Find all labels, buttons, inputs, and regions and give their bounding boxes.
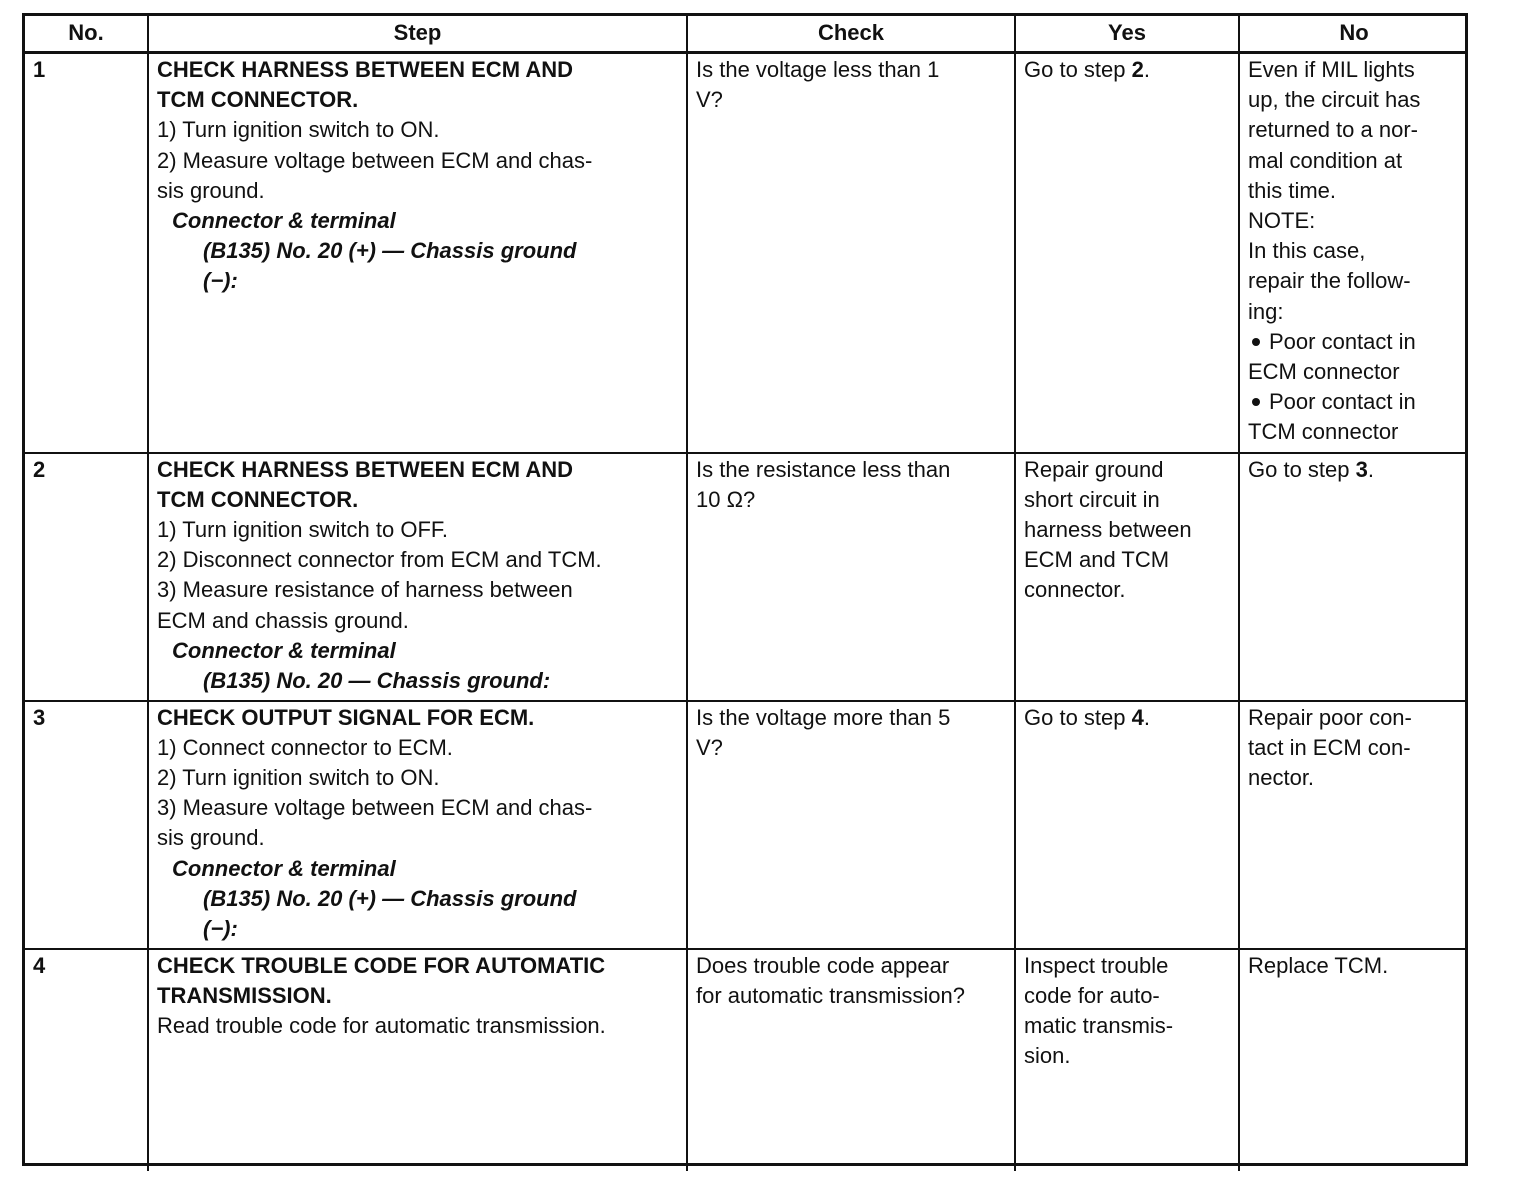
header-no: No. — [25, 16, 148, 53]
header-yes: Yes — [1015, 16, 1239, 53]
diagnostic-table-frame — [22, 13, 1468, 1166]
no-text: nector. — [1248, 764, 1315, 790]
no-text: repair the follow- — [1248, 268, 1411, 294]
terminal-spec: (−): — [203, 915, 238, 941]
no-text-end: . — [1367, 456, 1374, 482]
table-row — [25, 949, 1468, 1171]
no-text: mal condition at — [1248, 147, 1403, 173]
yes-text: matic transmis- — [1024, 1012, 1174, 1038]
note-label: NOTE: — [1248, 208, 1316, 234]
bullet-text: TCM connector — [1248, 419, 1399, 445]
step-title-line: TRANSMISSION. — [157, 982, 332, 1008]
step-instruction: Read trouble code for automatic transmission. — [157, 1012, 606, 1038]
check-text: Does trouble code appear — [696, 952, 950, 978]
check-cell — [687, 453, 1015, 701]
no-text: ing: — [1248, 298, 1284, 324]
no-step-ref: 3 — [1355, 456, 1368, 482]
yes-cell — [1015, 701, 1239, 949]
step-title-line: CHECK TROUBLE CODE FOR AUTOMATIC — [157, 952, 606, 978]
no-text: up, the circuit has — [1248, 87, 1421, 113]
terminal-spec: (−): — [203, 268, 238, 294]
no-text: returned to a nor- — [1248, 117, 1418, 143]
step-title-line: CHECK OUTPUT SIGNAL FOR ECM. — [157, 704, 535, 730]
connector-label: Connector & terminal — [172, 637, 396, 663]
yes-text: harness between — [1024, 516, 1192, 542]
step-number: 4 — [25, 949, 148, 1171]
step-cell — [148, 701, 687, 949]
bullet-icon — [1252, 398, 1260, 406]
no-text: Go to step — [1248, 456, 1356, 482]
step-cell — [148, 949, 687, 1171]
yes-step-ref: 2 — [1131, 57, 1144, 82]
yes-text-end: . — [1143, 57, 1150, 82]
no-cell — [1239, 701, 1468, 949]
yes-cell — [1015, 949, 1239, 1171]
step-title-line: TCM CONNECTOR. — [157, 486, 359, 512]
yes-cell — [1015, 453, 1239, 701]
yes-text: code for auto- — [1024, 982, 1160, 1008]
yes-cell — [1015, 53, 1239, 453]
yes-text: connector. — [1024, 577, 1126, 603]
check-text: for automatic transmission? — [696, 982, 965, 1008]
bullet-text: Poor contact in — [1269, 328, 1416, 354]
step-title-line: CHECK HARNESS BETWEEN ECM AND — [157, 57, 573, 82]
check-text: Is the voltage more than 5 — [696, 704, 951, 730]
no-text: this time. — [1248, 177, 1337, 203]
check-cell — [687, 949, 1015, 1171]
check-cell — [687, 701, 1015, 949]
step-instruction: 3) Measure resistance of harness between — [157, 577, 573, 603]
bullet-text: ECM connector — [1248, 359, 1400, 385]
no-text: Even if MIL lights — [1248, 57, 1415, 82]
yes-text: Go to step — [1024, 704, 1132, 730]
yes-text: sion. — [1024, 1043, 1071, 1069]
step-cell — [148, 453, 687, 701]
yes-text: Go to step — [1024, 57, 1132, 82]
step-instruction: 2) Turn ignition switch to ON. — [157, 764, 440, 790]
no-text: tact in ECM con- — [1248, 734, 1411, 760]
no-text: Replace TCM. — [1248, 952, 1389, 978]
yes-text: Repair ground — [1024, 456, 1164, 482]
step-title-line: TCM CONNECTOR. — [157, 87, 359, 113]
diagnostic-table — [25, 16, 1468, 1171]
step-instruction: 1) Turn ignition switch to OFF. — [157, 516, 448, 542]
step-instruction: sis ground. — [157, 177, 265, 203]
no-cell — [1239, 53, 1468, 453]
step-instruction: sis ground. — [157, 825, 265, 851]
step-instruction: 2) Disconnect connector from ECM and TCM. — [157, 547, 602, 573]
terminal-spec: (B135) No. 20 (+) — Chassis ground — [203, 238, 577, 264]
check-text: Is the resistance less than — [696, 456, 951, 482]
step-number: 3 — [25, 701, 148, 949]
check-text: 10 Ω? — [696, 486, 756, 512]
step-instruction: 1) Turn ignition switch to ON. — [157, 117, 440, 143]
bullet-icon — [1252, 338, 1260, 346]
connector-label: Connector & terminal — [172, 208, 396, 234]
list-item — [1248, 327, 1461, 357]
table-row — [25, 53, 1468, 453]
step-cell — [148, 53, 687, 453]
step-instruction: ECM and chassis ground. — [157, 607, 409, 633]
header-row — [25, 16, 1468, 53]
step-instruction: 1) Connect connector to ECM. — [157, 734, 453, 760]
bullet-text: Poor contact in — [1269, 389, 1416, 415]
header-check: Check — [687, 16, 1015, 53]
connector-label: Connector & terminal — [172, 855, 396, 881]
yes-text: Inspect trouble — [1024, 952, 1169, 978]
terminal-spec: (B135) No. 20 (+) — Chassis ground — [203, 885, 577, 911]
list-item — [1248, 387, 1461, 417]
yes-text: ECM and TCM — [1024, 547, 1170, 573]
step-number: 2 — [25, 453, 148, 701]
terminal-spec: (B135) No. 20 — Chassis ground: — [203, 667, 551, 693]
table-row — [25, 453, 1468, 701]
step-number: 1 — [25, 53, 148, 453]
yes-text-end: . — [1143, 704, 1150, 730]
yes-text: short circuit in — [1024, 486, 1160, 512]
no-text: In this case, — [1248, 238, 1366, 264]
check-text: Is the voltage less than 1 — [696, 57, 940, 82]
header-step: Step — [148, 16, 687, 53]
yes-step-ref: 4 — [1131, 704, 1144, 730]
step-instruction: 2) Measure voltage between ECM and chas- — [157, 147, 593, 173]
check-text: V? — [696, 87, 723, 113]
check-text: V? — [696, 734, 723, 760]
step-title-line: CHECK HARNESS BETWEEN ECM AND — [157, 456, 573, 482]
no-text: Repair poor con- — [1248, 704, 1412, 730]
header-no-column: No — [1239, 16, 1468, 53]
step-instruction: 3) Measure voltage between ECM and chas- — [157, 795, 593, 821]
table-row — [25, 701, 1468, 949]
no-cell — [1239, 453, 1468, 701]
check-cell — [687, 53, 1015, 453]
no-cell — [1239, 949, 1468, 1171]
